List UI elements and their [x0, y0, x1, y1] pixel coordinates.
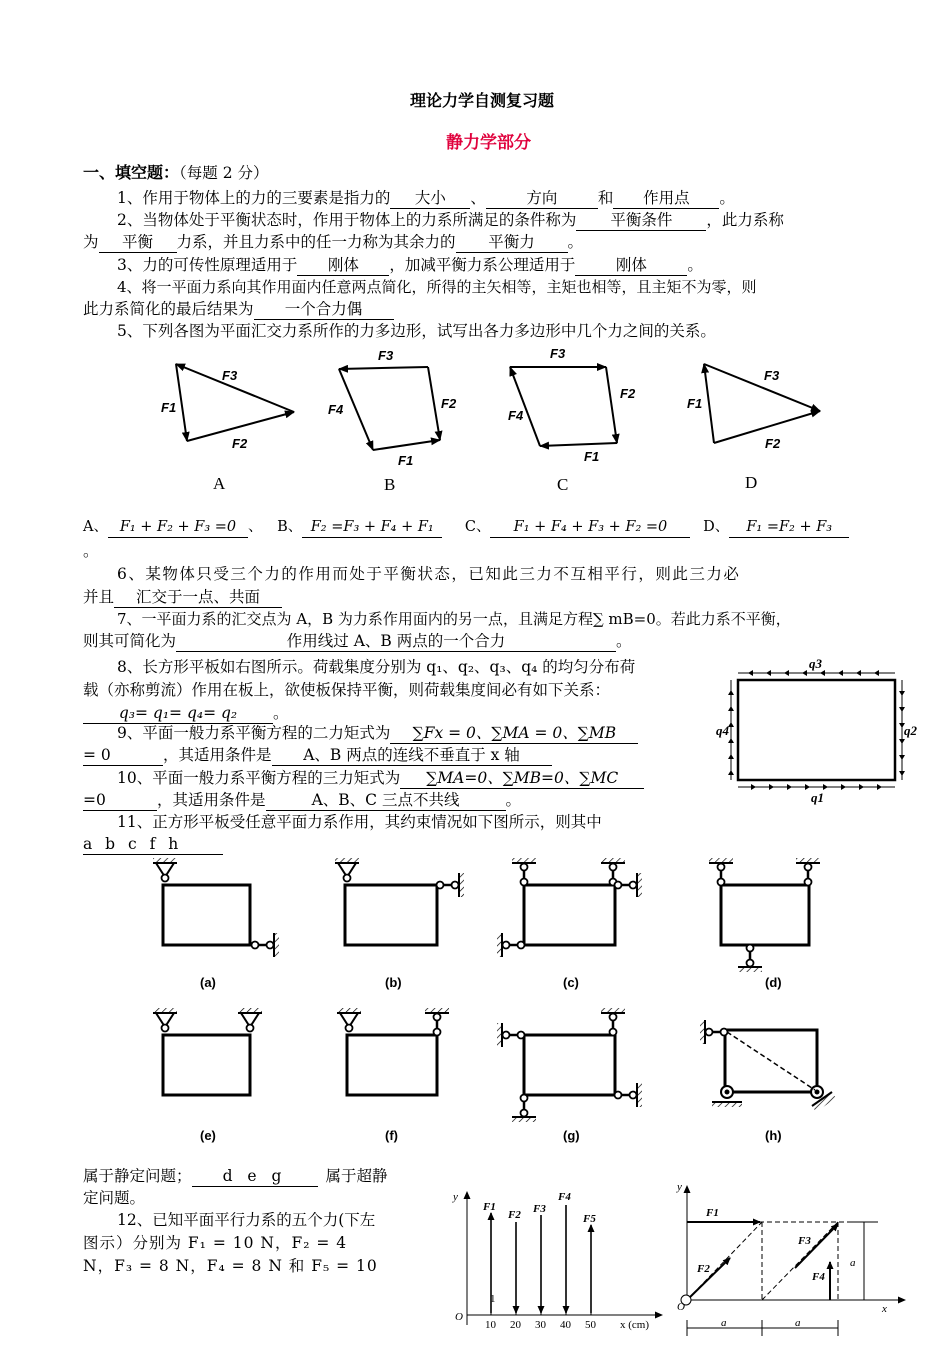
force-label: F3 — [533, 1203, 546, 1215]
force-label: F1 — [483, 1201, 496, 1213]
force-labels — [482, 1191, 596, 1225]
support-part — [452, 882, 459, 889]
shear-arrowhead — [877, 784, 882, 790]
shear-arrowhead — [899, 691, 905, 696]
shear-arrowhead — [728, 738, 734, 743]
support-part — [706, 1029, 713, 1036]
shear-arrowhead — [841, 784, 846, 790]
q12-text: 图示）分别为 F₁ = 10 N，F₂ = 4 — [83, 1234, 348, 1252]
answer-blank: F₁ =F₂ + F₃ — [729, 518, 849, 538]
shear-arrowhead — [802, 670, 807, 676]
plate-g — [524, 1035, 615, 1095]
supports — [153, 858, 836, 1122]
support-part — [615, 882, 622, 889]
question-4 — [117, 276, 757, 298]
q3-text: 3、力的可传性原理适用于 — [117, 256, 298, 274]
section-score: （每题 2 分） — [179, 164, 269, 182]
answer-blank: A、B 两点的连线不垂直于 x 轴 — [272, 746, 552, 766]
fig-label-c: (c) — [563, 975, 579, 990]
support-part — [521, 1110, 528, 1117]
support-part — [521, 864, 528, 871]
vector-B-F4 — [339, 369, 373, 450]
parallel-forces-figure — [448, 1184, 668, 1344]
support-part — [267, 942, 274, 949]
shear-arrowhead — [769, 784, 774, 790]
answer-blank: 方向 — [486, 189, 598, 209]
label-B-F1: F1 — [398, 453, 414, 468]
label-B-F2: F2 — [441, 396, 457, 411]
label-B-F3: F3 — [378, 348, 394, 363]
question-9-line2 — [83, 744, 552, 766]
polygon-label-A: A — [213, 474, 226, 493]
label-F4: F4 — [812, 1271, 825, 1283]
answer-blank: F₂ =F₃ + F₄ + F₁ — [302, 518, 442, 538]
plate-a — [163, 885, 250, 945]
x-ticks — [485, 1311, 597, 1331]
question-6-line2 — [83, 586, 282, 608]
question-5-answers — [83, 516, 849, 538]
question-11 — [117, 811, 602, 833]
q12-text: 12、已知平面平行力系的五个力(下左 — [117, 1211, 376, 1229]
force-polygon-figure — [0, 340, 950, 500]
answer-blank: 大小 — [390, 189, 470, 209]
support-part — [344, 875, 351, 882]
q2-text: 2、当物体处于平衡状态时，作用于物体上的力系所满足的条件称为 — [117, 211, 577, 229]
force-label: F4 — [558, 1191, 571, 1203]
answer-prefix-C: C、 — [464, 519, 491, 535]
question-7 — [117, 608, 791, 630]
square-forces-figure — [670, 1176, 920, 1346]
page-subtitle: 静力学部分 — [446, 133, 531, 153]
shear-flow-arrows — [728, 670, 905, 790]
polygon-label-D: D — [745, 473, 758, 492]
q5-text: 5、下列各图为平面汇交力系所作的力多边形，试写出各力多边形中几个力之间的关系。 — [117, 322, 716, 340]
support-part — [615, 1092, 622, 1099]
shear-arrowhead — [784, 670, 789, 676]
label-D-F2: F2 — [765, 436, 781, 451]
support-part — [162, 875, 169, 882]
question-9 — [117, 722, 638, 744]
q10-text: 10、平面一般力系平衡方程的三力矩式为 — [117, 769, 401, 787]
support-part — [630, 882, 637, 889]
q11-text: 11、正方形平板受任意平面力系作用，其约束情况如下图所示，则其中 — [117, 813, 602, 831]
support-part — [274, 933, 279, 957]
q2-text: 为 — [83, 233, 99, 251]
x-tick-label: 50 — [585, 1319, 596, 1331]
support-part — [630, 1092, 637, 1099]
support-part — [738, 967, 762, 972]
page-title: 理论力学自测复习题 — [410, 91, 555, 110]
vector-B-F2 — [428, 367, 440, 440]
support-part — [712, 1102, 742, 1107]
plate-b — [345, 885, 437, 945]
dashed-diagonal-h — [727, 1032, 815, 1090]
answer-blank: d e g — [192, 1167, 318, 1187]
plate-e — [163, 1035, 250, 1095]
q6-text: 并且 — [83, 588, 115, 606]
answer-blank: =0 — [83, 791, 157, 811]
shear-arrowhead — [728, 690, 734, 695]
label-C-F4: F4 — [508, 408, 524, 423]
q3-text: ，加减平衡力系公理适用于 — [389, 256, 576, 274]
vector-C-F2 — [606, 367, 617, 443]
support-part — [805, 864, 812, 871]
support-part — [521, 879, 528, 886]
question-2-line2 — [83, 231, 583, 253]
support-part — [718, 864, 725, 871]
fig-label-b: (b) — [385, 975, 402, 990]
answer-blank: = 0 — [83, 746, 163, 766]
support-part — [437, 882, 444, 889]
support-part — [805, 879, 812, 886]
support-part — [434, 1014, 441, 1021]
support-part — [610, 864, 617, 871]
shear-arrowhead — [899, 771, 905, 776]
shear-arrowhead — [728, 706, 734, 711]
shear-arrowhead — [838, 670, 843, 676]
q7-text: 7、一平面力系的汇交点为 A，B 为力系作用面内的另一点，且满足方程∑ mB=0。若此力系不平衡， — [117, 610, 791, 628]
label-F1: F1 — [706, 1207, 719, 1219]
support-part — [252, 942, 259, 949]
support-part — [725, 1090, 730, 1095]
fig-label-e: (e) — [200, 1128, 216, 1143]
answer-blank: q₃= q₁= q₄= q₂ — [83, 704, 273, 724]
q2-text: ，此力系称 — [706, 211, 784, 229]
force-label: F2 — [508, 1209, 521, 1221]
q4-text: 4、将一平面力系向其作用面内任意两点简化，所得的主矢相等，主矩也相等，且主矩不为零，则 — [117, 278, 757, 296]
support-part — [721, 1029, 728, 1036]
answer-prefix-A: A、 — [83, 519, 108, 535]
fig-label-d: (d) — [765, 975, 782, 990]
answer-blank: 平衡 — [99, 233, 177, 253]
shear-arrowhead — [748, 670, 753, 676]
answer-blank: 作用线过 A、B 两点的一个合力 — [176, 632, 616, 652]
x-label: x — [882, 1303, 887, 1315]
label-F2: F2 — [697, 1263, 710, 1275]
q6-text: 6、某物体只受三个力的作用而处于平衡状态，已知此三力不互相平行，则此三力必 — [117, 565, 741, 583]
support-part — [637, 873, 642, 897]
question-11-tail — [83, 1165, 388, 1187]
label-A-F2: F2 — [232, 436, 248, 451]
support-part — [747, 960, 754, 967]
question-6 — [117, 563, 740, 585]
question-10-line2 — [83, 789, 521, 811]
label-C-F2: F2 — [620, 386, 636, 401]
q7-end: 。 — [616, 632, 632, 650]
label-q1: q1 — [811, 790, 824, 805]
q9-text: ，其适用条件是 — [163, 746, 272, 764]
q11-text: 定问题。 — [83, 1189, 146, 1207]
fig-label-h: (h) — [765, 1128, 782, 1143]
label-q3: q3 — [809, 656, 822, 671]
polygon-label-C: C — [557, 475, 569, 494]
support-part — [503, 1032, 510, 1039]
question-1 — [117, 187, 735, 209]
q12-text: N，F₃ = 8 N，F₄ = 8 N 和 F₅ = 10 — [83, 1257, 378, 1275]
support-part — [512, 1117, 536, 1122]
answer-blank: 平衡条件 — [576, 211, 706, 231]
q2-end: 。 — [567, 233, 584, 251]
q1-text: 1、作用于物体上的力的三要素是指力的 — [117, 189, 391, 207]
question-12 — [117, 1209, 375, 1231]
plate-c — [524, 885, 615, 945]
answer-blank: 一个合力偶 — [254, 300, 394, 320]
polygon-label-B: B — [384, 475, 396, 494]
shear-plate-figure — [716, 656, 917, 805]
bottom-a-label-1: a — [721, 1317, 727, 1329]
shear-arrowhead — [899, 739, 905, 744]
label-q2: q2 — [904, 723, 917, 738]
support-part — [497, 1023, 502, 1047]
label-F3: F3 — [798, 1235, 811, 1247]
vector-B-F3 — [339, 367, 428, 369]
plate-d — [721, 885, 809, 945]
one-label: 1 — [490, 1293, 496, 1305]
support-part — [497, 933, 502, 957]
y-label: y — [677, 1181, 682, 1193]
shear-arrowhead — [766, 670, 771, 676]
support-part — [434, 1029, 441, 1036]
q1-end: 。 — [719, 189, 735, 207]
question-10 — [117, 767, 644, 789]
q11-text: 属于超静 — [325, 1167, 388, 1185]
answer-blank: F₁ + F₂ + F₃ =0 — [108, 518, 248, 538]
answer-blank: 汇交于一点、共面 — [114, 588, 282, 608]
shear-arrowhead — [899, 707, 905, 712]
q4-text: 此力系简化的最后结果为 — [83, 300, 254, 318]
section-heading — [83, 160, 268, 183]
question-8-line2 — [83, 679, 610, 701]
vector-C-F4 — [510, 367, 540, 446]
support-part — [815, 1090, 820, 1095]
side-a-label: a — [850, 1257, 856, 1269]
force-arrows — [491, 1205, 591, 1313]
answer-blank: 平衡力 — [456, 233, 568, 253]
label-D-F3: F3 — [764, 368, 780, 383]
vector-D-F1 — [704, 364, 714, 443]
label-A-F1: F1 — [161, 400, 177, 415]
support-part — [459, 873, 464, 897]
support-part — [162, 1025, 169, 1032]
label-A-F3: F3 — [222, 368, 238, 383]
origin-label: O — [677, 1301, 685, 1313]
support-part — [518, 1032, 525, 1039]
q8-end: 。 — [273, 704, 289, 722]
y-label: y — [453, 1191, 458, 1203]
label-q4: q4 — [716, 723, 729, 738]
fig-label-g: (g) — [563, 1128, 580, 1143]
support-part — [747, 945, 754, 952]
question-3 — [117, 254, 703, 276]
vector-D-F3 — [704, 364, 820, 411]
question-12-line3 — [83, 1255, 378, 1277]
shear-arrowhead — [787, 784, 792, 790]
shear-arrowhead — [728, 770, 734, 775]
support-part — [503, 942, 510, 949]
x-tick-label: 30 — [535, 1319, 546, 1331]
q10-text: ，其适用条件是 — [157, 791, 266, 809]
q2-text: 力系，并且力系中的任一力称为其余力的 — [176, 233, 456, 251]
shear-arrowhead — [899, 755, 905, 760]
answer-blank: 作用点 — [613, 189, 719, 209]
q1-sep: 、 — [470, 189, 486, 207]
answer-blank: ∑Fx = 0、∑MA = 0、∑MB — [390, 724, 638, 744]
q3-end: 。 — [687, 256, 703, 274]
support-part — [610, 1014, 617, 1021]
shear-arrowhead — [728, 754, 734, 759]
question-12-line2 — [83, 1232, 347, 1254]
shear-arrowhead — [859, 784, 864, 790]
support-part — [346, 1025, 353, 1032]
label-D-F1: F1 — [687, 396, 703, 411]
question-7-line2 — [83, 630, 632, 652]
support-part — [610, 1029, 617, 1036]
force-label: F5 — [583, 1213, 596, 1225]
question-5 — [117, 320, 716, 342]
vector-A-F1 — [176, 364, 187, 441]
q1-sep: 和 — [597, 189, 614, 207]
support-part — [247, 1025, 254, 1032]
support-part — [718, 879, 725, 886]
fig-label-f: (f) — [385, 1128, 398, 1143]
answer-blank: ∑MA=0、∑MB=0、∑MC — [400, 769, 644, 789]
q8-text: 8、长方形平板如右图所示。荷载集度分别为 q₁、q₂、q₃、q₄ 的均匀分布荷 — [117, 658, 636, 676]
question-2 — [117, 209, 784, 231]
label-C-F1: F1 — [584, 449, 600, 464]
q8-text: 载（亦称剪流）作用在板上，欲使板保持平衡，则荷载集度间必有如下关系： — [83, 681, 611, 699]
answer-blank: F₁ + F₄ + F₃ + F₂ =0 — [490, 518, 690, 538]
fig-label-a: (a) — [200, 975, 216, 990]
shear-arrowhead — [751, 784, 756, 790]
question-8-line3 — [83, 702, 289, 724]
plate-f — [347, 1035, 437, 1095]
q10-end: 。 — [505, 791, 522, 809]
support-part — [518, 942, 525, 949]
q7-text: 则其可简化为 — [83, 632, 177, 650]
support-part — [637, 1083, 642, 1107]
origin-label: O — [455, 1311, 463, 1323]
question-4-line2 — [83, 298, 394, 320]
q11-text: 属于静定问题； — [83, 1167, 192, 1185]
question-5-end: 。 — [83, 542, 99, 560]
label-C-F3: F3 — [550, 346, 566, 361]
label-B-F4: F4 — [328, 402, 344, 417]
answer-prefix-D: D、 — [703, 519, 730, 535]
answer-prefix-B: B、 — [277, 519, 303, 535]
answer-blank: A、B、C 三点不共线 — [266, 791, 506, 811]
answer-blank: 刚体 — [575, 256, 687, 276]
answer-sep: 、 — [247, 519, 263, 535]
shear-arrowhead — [805, 784, 810, 790]
x-tick-label: 20 — [510, 1319, 521, 1331]
shear-arrowhead — [856, 670, 861, 676]
plate — [738, 680, 895, 780]
q9-text: 9、平面一般力系平衡方程的二力矩式为 — [117, 724, 391, 742]
support-part — [521, 1095, 528, 1102]
x-tick-label: 40 — [560, 1319, 571, 1331]
question-11-tail-line2 — [83, 1187, 145, 1209]
shear-arrowhead — [874, 670, 879, 676]
vector-C-F1 — [540, 443, 617, 446]
answer-blank: a b c f h — [83, 835, 223, 855]
bottom-a-label-2: a — [795, 1317, 801, 1329]
x-tick-label: 10 — [485, 1319, 496, 1331]
answer-blank: 刚体 — [297, 256, 389, 276]
support-part — [700, 1020, 705, 1044]
x-label: x (cm) — [620, 1319, 650, 1331]
vector-B-F1 — [373, 440, 440, 450]
constraint-figures — [0, 850, 950, 1150]
section-title: 一、填空题： — [83, 163, 180, 182]
question-8 — [117, 656, 635, 678]
